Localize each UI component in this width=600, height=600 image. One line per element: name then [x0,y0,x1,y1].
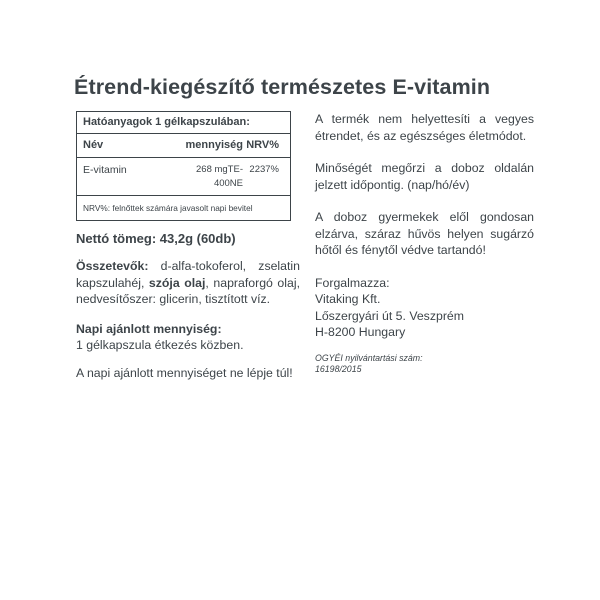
ingredients-label: Összetevők: [76,259,149,273]
net-weight: Nettó tömeg: 43,2g (60db) [76,231,236,246]
storage-note: A doboz gyermekek elől gondosan elzárva, száraz hűvös helyen sugárzó hőtől és fénytől védve tartandó! [315,210,534,257]
ingredients-paragraph [76,258,300,308]
dosage-text: 1 gélkapszula étkezés közben. [76,338,244,352]
shelf-life-note: Minőségét megőrzi a doboz oldalán jelzett időpontig. (nap/hó/év) [315,161,534,192]
registration-block [315,353,534,375]
dosage-label: Napi ajánlott mennyiség: [76,321,222,336]
allergen-text: szója olaj [148,275,206,290]
distributor-city: H-8200 Hungary [315,325,406,339]
distributor-name: Vitaking Kft. [315,292,381,306]
left-column [76,111,300,381]
table-header-row [77,134,290,158]
distributor-block [315,275,534,341]
distributor-label: Forgalmazza: [315,275,390,290]
cell-name: E-vitamin [83,164,127,176]
column-header-amount: mennyiség [185,139,243,151]
ingredients-text-before: d-alfa-tokoferol, zselatin kapszulahéj, [76,259,300,290]
table-footnote: NRV%: felnőttek számára javasolt napi bevitel [83,203,253,213]
warning-text: A napi ajánlott mennyiséget ne lépje túl! [76,365,293,380]
ingredients-text-after: , napraforgó olaj, nedvesítőszer: glicerin, tisztított víz. [76,275,300,306]
active-ingredients-table [76,111,291,221]
cell-amount-line2: 400NE [213,178,243,189]
cell-amount-line1: 268 mgTE- [196,164,243,175]
right-column [315,111,534,375]
column-header-name: Név [83,139,104,151]
column-header-nrv: NRV% [246,139,279,151]
product-title: Étrend-kiegészítő természetes E-vitamin [74,75,491,99]
cell-amount [161,163,243,191]
diet-note: A termék nem helyettesíti a vegyes étrendet, és az egészséges életmódot. [315,112,534,143]
dosage-paragraph [76,321,300,354]
table-row [77,158,290,196]
registration-number: 16198/2015 [315,363,362,374]
registration-label: OGYÉI nyilvántartási szám: [315,352,423,363]
cell-nrv: 2237% [249,164,279,175]
table-heading: Hatóanyagok 1 gélkapszulában: [77,112,290,134]
distributor-address: Lőszergyári út 5. Veszprém [315,308,464,323]
